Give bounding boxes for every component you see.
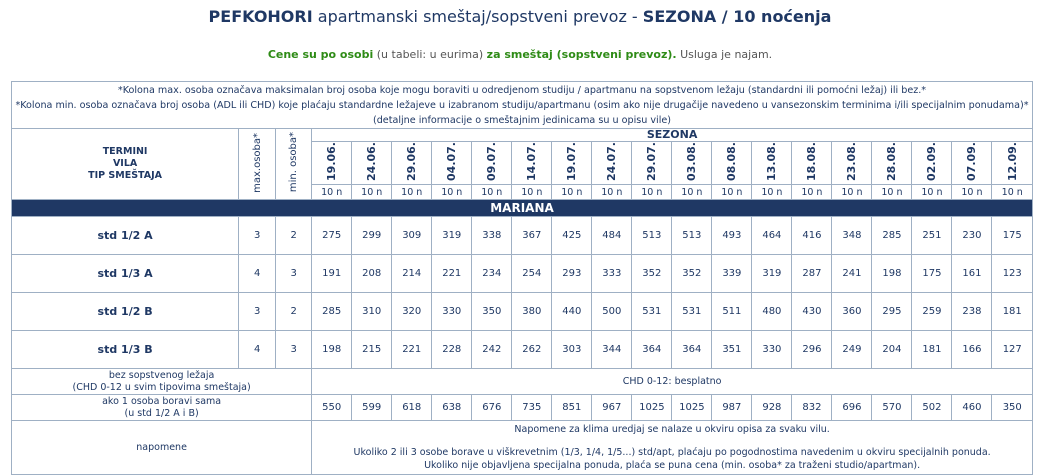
table-row [12,255,1033,293]
napomene-row [12,421,1033,475]
date-label: 29.07. [645,142,659,181]
price-cell: 127 [992,331,1033,369]
price-cell: 333 [592,255,632,293]
nights-cell: 10 n [712,185,752,200]
date-header [512,142,552,185]
price-cell: 352 [632,255,672,293]
price-cell: 214 [392,255,432,293]
nights-cell: 10 n [792,185,832,200]
date-label: 28.08. [885,142,899,181]
villa-name: MARIANA [12,200,1033,217]
date-label: 12.09. [1005,142,1019,181]
room-type: std 1/3 B [12,331,239,369]
price-cell: 285 [872,217,912,255]
max-persons: 4 [239,255,276,293]
column-header-min [276,129,312,200]
price-cell: 364 [672,331,712,369]
price-cell: 513 [672,217,712,255]
price-cell: 348 [832,217,872,255]
single-price-cell: 460 [952,395,992,421]
column-header-type [12,129,239,200]
subtitle-accommodation-note: za smeštaj (sopstveni prevoz). [486,48,677,61]
date-label: 18.08. [805,142,819,181]
napomena-puna-cena: Ukoliko nije objavljena specijalna ponuda, plaća se puna cena (min. osoba* za traženi studio/apartman). [424,460,921,471]
title-destination: PEFKOHORI [208,7,313,26]
date-label: 19.06. [325,142,339,181]
price-cell: 241 [832,255,872,293]
date-label: 23.08. [845,142,859,181]
price-cell: 166 [952,331,992,369]
nights-cell: 10 n [752,185,792,200]
note-details: (detaljne informacije o smeštajnim jedinicama su u opisu vile) [372,114,672,126]
date-header [792,142,832,185]
min-persons: 3 [276,255,312,293]
single-price-cell: 618 [392,395,432,421]
nights-cell: 10 n [632,185,672,200]
single-price-cell: 1025 [632,395,672,421]
date-header [632,142,672,185]
price-cell: 319 [752,255,792,293]
date-header [992,142,1033,185]
price-cell: 360 [832,293,872,331]
price-cell: 319 [432,217,472,255]
napomena-visekrevetni: Ukoliko 2 ili 3 osobe borave u viškrevetnim (1/3, 1/4, 1/5...) std/apt, plaćaju po pogodnostima navedenim u okviru specijalnih ponuda. [353,447,991,458]
price-cell: 296 [792,331,832,369]
price-cell: 221 [432,255,472,293]
date-header [712,142,752,185]
price-cell: 339 [712,255,752,293]
column-header-max [239,129,276,200]
room-type: std 1/2 B [12,293,239,331]
date-label: 24.07. [605,142,619,181]
price-cell: 484 [592,217,632,255]
single-label-line1: ako 1 osoba boravi sama [102,395,222,407]
min-persons-label: min. osoba* [288,132,300,193]
date-label: 14.07. [525,142,539,181]
price-rows [12,217,1033,369]
price-cell: 238 [952,293,992,331]
price-cell: 425 [552,217,592,255]
single-price-cell: 550 [312,395,352,421]
no-bed-row [12,369,1033,395]
price-cell: 123 [992,255,1033,293]
price-cell: 208 [352,255,392,293]
date-header [672,142,712,185]
nights-cell: 10 n [952,185,992,200]
single-price-cell: 1025 [672,395,712,421]
min-persons: 2 [276,293,312,331]
price-cell: 251 [912,217,952,255]
single-price-cell: 832 [792,395,832,421]
nights-cell: 10 n [872,185,912,200]
no-bed-value: CHD 0-12: besplatno [312,369,1033,395]
date-header [592,142,632,185]
price-cell: 320 [392,293,432,331]
price-cell: 310 [352,293,392,331]
price-cell: 275 [312,217,352,255]
price-cell: 230 [952,217,992,255]
single-person-row [12,395,1033,421]
villa-section-row [12,200,1033,217]
price-cell: 234 [472,255,512,293]
max-persons: 3 [239,293,276,331]
date-header [352,142,392,185]
price-cell: 380 [512,293,552,331]
date-header [392,142,432,185]
price-cell: 191 [312,255,352,293]
date-header [752,142,792,185]
single-price-cell: 967 [592,395,632,421]
header-termini: TERMINI [102,146,148,157]
single-price-cell: 570 [872,395,912,421]
price-cell: 293 [552,255,592,293]
min-persons: 3 [276,331,312,369]
date-header [832,142,872,185]
price-cell: 221 [392,331,432,369]
title-description: apartmanski smeštaj/sopstveni prevoz - [317,7,638,26]
date-header [912,142,952,185]
price-cell: 181 [912,331,952,369]
nights-cell: 10 n [592,185,632,200]
price-cell: 464 [752,217,792,255]
nights-cell: 10 n [472,185,512,200]
max-persons-label: max.osoba* [251,132,263,193]
date-header [432,142,472,185]
title-season: SEZONA / 10 noćenja [642,7,832,26]
single-price-cell: 735 [512,395,552,421]
note-min-persons: *Kolona min. osoba označava broj osoba (ADL ili CHD) koje plaćaju standardne ležajeve u izabranom studiju/apartmanu (osim ako nije drugačije navedeno u vansezonskim terminima i/ili specijalnim ponudama)* [15,99,1029,111]
room-type: std 1/3 A [12,255,239,293]
price-cell: 416 [792,217,832,255]
no-bed-label [12,369,312,395]
no-bed-label-line1: bez sopstvenog ležaja [108,369,215,381]
single-price-cell: 638 [432,395,472,421]
price-cell: 161 [952,255,992,293]
price-cell: 531 [672,293,712,331]
price-cell: 204 [872,331,912,369]
table-row [12,217,1033,255]
single-label-line2: (u std 1/2 A i B) [124,407,199,419]
price-cell: 309 [392,217,432,255]
nights-cell: 10 n [832,185,872,200]
price-cell: 175 [912,255,952,293]
price-cell: 513 [632,217,672,255]
date-label: 09.07. [485,142,499,181]
notes-cell [12,82,1033,129]
min-persons: 2 [276,217,312,255]
nights-cell: 10 n [312,185,352,200]
nights-cell: 10 n [392,185,432,200]
date-label: 04.07. [445,142,459,181]
date-header [952,142,992,185]
date-label: 13.08. [765,142,779,181]
season-header-row [12,129,1033,142]
nights-cell: 10 n [912,185,952,200]
price-cell: 330 [432,293,472,331]
price-cell: 330 [752,331,792,369]
date-header [312,142,352,185]
notes-row [12,82,1033,129]
date-label: 02.09. [925,142,939,181]
price-cell: 198 [872,255,912,293]
single-price-cell: 928 [752,395,792,421]
single-price-cell: 502 [912,395,952,421]
price-cell: 350 [472,293,512,331]
price-cell: 198 [312,331,352,369]
table-row [12,331,1033,369]
single-price-cell: 676 [472,395,512,421]
single-person-label [12,395,312,421]
header-tip-smestaja: TIP SMEŠTAJA [88,170,163,181]
price-cell: 228 [432,331,472,369]
nights-cell: 10 n [432,185,472,200]
date-header [552,142,592,185]
header-vila: VILA [112,158,138,169]
subtitle-price-note: Cene su po osobi [267,48,374,61]
price-cell: 480 [752,293,792,331]
page-subtitle [0,46,1040,64]
price-cell: 344 [592,331,632,369]
date-label: 08.08. [725,142,739,181]
price-table [11,81,1033,475]
table-row [12,293,1033,331]
nights-cell: 10 n [512,185,552,200]
napomene-text [312,421,1033,475]
price-cell: 215 [352,331,392,369]
price-cell: 175 [992,217,1033,255]
price-cell: 367 [512,217,552,255]
max-persons: 4 [239,331,276,369]
single-price-cell: 987 [712,395,752,421]
price-cell: 440 [552,293,592,331]
price-cell: 254 [512,255,552,293]
page-title [0,6,1040,28]
nights-cell: 10 n [552,185,592,200]
price-cell: 338 [472,217,512,255]
nights-cell: 10 n [992,185,1033,200]
price-cell: 287 [792,255,832,293]
single-price-cell: 599 [352,395,392,421]
price-cell: 364 [632,331,672,369]
single-price-cell: 851 [552,395,592,421]
price-cell: 295 [872,293,912,331]
price-cell: 181 [992,293,1033,331]
single-price-cell: 696 [832,395,872,421]
price-cell: 430 [792,293,832,331]
single-price-cell: 350 [992,395,1033,421]
price-cell: 531 [632,293,672,331]
date-label: 07.09. [965,142,979,181]
price-cell: 299 [352,217,392,255]
room-type: std 1/2 A [12,217,239,255]
date-label: 29.06. [405,142,419,181]
nights-cell: 10 n [352,185,392,200]
price-cell: 259 [912,293,952,331]
no-bed-label-line2: (CHD 0-12 u svim tipovima smeštaja) [72,381,251,393]
date-label: 24.06. [365,142,379,181]
price-cell: 242 [472,331,512,369]
subtitle-service-note: Usluga je najam. [680,48,773,61]
subtitle-currency-note: (u tabeli: u eurima) [376,48,484,61]
date-header [472,142,512,185]
note-max-persons: *Kolona max. osoba označava maksimalan broj osoba koje mogu boraviti u odredjenom studiju / apartmanu na sopstvenom ležaju (standardni ili pomoćni ležaj) ili bez.* [117,84,927,96]
price-cell: 511 [712,293,752,331]
price-cell: 262 [512,331,552,369]
napomene-label: napomene [12,421,312,475]
nights-cell: 10 n [672,185,712,200]
price-cell: 285 [312,293,352,331]
price-cell: 352 [672,255,712,293]
price-cell: 303 [552,331,592,369]
max-persons: 3 [239,217,276,255]
date-header [872,142,912,185]
price-cell: 493 [712,217,752,255]
price-cell: 249 [832,331,872,369]
napomena-klima: Napomene za klima uredjaj se nalaze u okviru opisa za svaku vilu. [514,424,830,435]
date-label: 03.08. [685,142,699,181]
date-label: 19.07. [565,142,579,181]
price-cell: 351 [712,331,752,369]
season-label: SEZONA [312,129,1033,142]
price-cell: 500 [592,293,632,331]
